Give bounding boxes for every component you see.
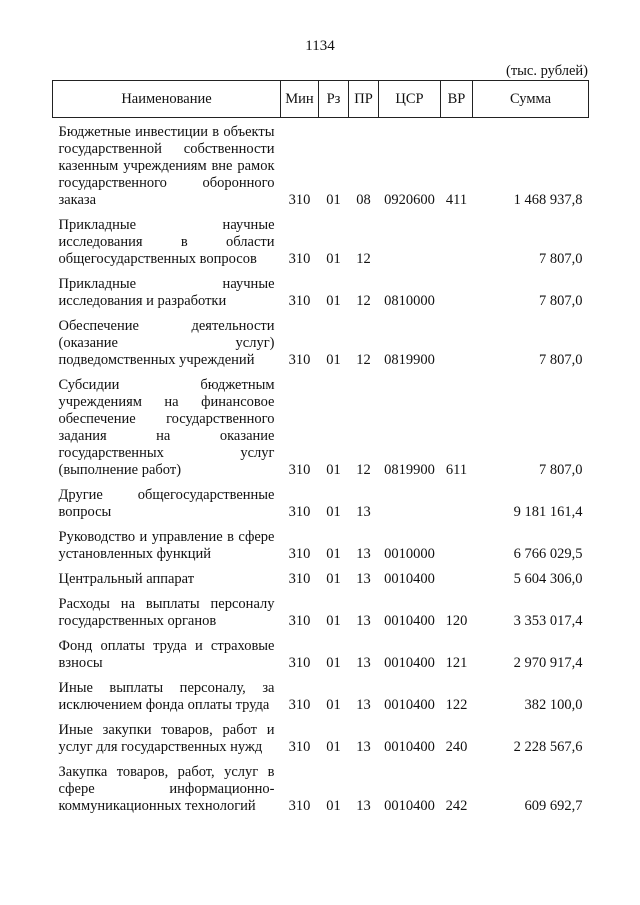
cell-name: Субсидии бюджетным учреждениям на финансовое обеспечение государственного задания на оказание государственных услуг (выполнение работ) bbox=[58, 377, 275, 478]
table-row bbox=[53, 209, 589, 268]
cell-name: Расходы на выплаты персоналу государственных органов bbox=[58, 596, 275, 629]
cell-csr: 0010400 bbox=[384, 571, 435, 587]
cell-sum: 7 807,0 bbox=[539, 251, 583, 267]
table-row bbox=[53, 563, 589, 588]
cell-min: 310 bbox=[288, 352, 311, 368]
cell-vr bbox=[441, 521, 473, 563]
cell-csr: 0819900 bbox=[384, 462, 435, 478]
header-name: Наименование bbox=[53, 81, 281, 118]
cell-sum: 382 100,0 bbox=[524, 697, 583, 713]
cell-csr: 0010400 bbox=[384, 697, 435, 713]
cell-pr: 08 bbox=[356, 192, 371, 208]
cell-min: 310 bbox=[288, 571, 311, 587]
cell-csr: 0920600 bbox=[384, 192, 435, 208]
cell-pr: 12 bbox=[356, 352, 371, 368]
cell-name: Обеспечение деятельности (оказание услуг) подведомственных учреждений bbox=[58, 318, 275, 368]
cell-vr bbox=[441, 310, 473, 369]
table-body bbox=[53, 118, 589, 816]
cell-pr: 13 bbox=[356, 504, 371, 520]
cell-sum: 2 970 917,4 bbox=[513, 655, 583, 671]
cell-sum: 6 766 029,5 bbox=[513, 546, 583, 562]
cell-pr: 13 bbox=[356, 798, 371, 814]
cell-rz: 01 bbox=[326, 655, 341, 671]
table-row bbox=[53, 630, 589, 672]
cell-name: Центральный аппарат bbox=[58, 571, 195, 587]
cell-rz: 01 bbox=[326, 739, 341, 755]
cell-rz: 01 bbox=[326, 546, 341, 562]
table-row bbox=[53, 714, 589, 756]
cell-rz: 01 bbox=[326, 571, 341, 587]
cell-min: 310 bbox=[288, 293, 311, 309]
cell-min: 310 bbox=[288, 613, 311, 629]
cell-name: Прикладные научные исследования и разработки bbox=[58, 276, 275, 309]
cell-pr: 13 bbox=[356, 613, 371, 629]
cell-min: 310 bbox=[288, 697, 311, 713]
cell-sum: 7 807,0 bbox=[539, 352, 583, 368]
cell-rz: 01 bbox=[326, 192, 341, 208]
cell-sum: 609 692,7 bbox=[524, 798, 583, 814]
cell-sum: 7 807,0 bbox=[539, 462, 583, 478]
page-number: 1134 bbox=[305, 38, 335, 54]
cell-vr bbox=[441, 563, 473, 588]
cell-rz: 01 bbox=[326, 352, 341, 368]
cell-sum: 2 228 567,6 bbox=[513, 739, 583, 755]
cell-min: 310 bbox=[288, 504, 311, 520]
cell-csr bbox=[379, 479, 441, 521]
units-note: (тыс. рублей) bbox=[506, 63, 588, 79]
cell-pr: 12 bbox=[356, 462, 371, 478]
table-row bbox=[53, 268, 589, 310]
cell-min: 310 bbox=[288, 739, 311, 755]
table-row bbox=[53, 118, 589, 210]
table-row bbox=[53, 672, 589, 714]
cell-name: Прикладные научные исследования в области общегосударственных вопросов bbox=[58, 217, 275, 267]
cell-csr: 0010400 bbox=[384, 655, 435, 671]
header-min: Мин bbox=[281, 81, 319, 118]
cell-name: Иные выплаты персоналу, за исключением фонда оплаты труда bbox=[58, 680, 275, 713]
header-rz: Рз bbox=[319, 81, 349, 118]
cell-sum: 5 604 306,0 bbox=[513, 571, 583, 587]
table-row bbox=[53, 521, 589, 563]
cell-min: 310 bbox=[288, 546, 311, 562]
cell-vr: 120 bbox=[445, 613, 468, 629]
table-row bbox=[53, 588, 589, 630]
cell-csr: 0010400 bbox=[384, 739, 435, 755]
cell-name: Бюджетные инвестиции в объекты государственной собственности казенным учреждениям вне рамок государственного оборонного заказа bbox=[58, 124, 275, 208]
cell-rz: 01 bbox=[326, 504, 341, 520]
header-vr: ВР bbox=[441, 81, 473, 118]
cell-pr: 12 bbox=[356, 251, 371, 267]
header-pr: ПР bbox=[349, 81, 379, 118]
cell-pr: 13 bbox=[356, 739, 371, 755]
cell-name: Руководство и управление в сфере установленных функций bbox=[58, 529, 275, 562]
table-row bbox=[53, 479, 589, 521]
cell-rz: 01 bbox=[326, 798, 341, 814]
cell-min: 310 bbox=[288, 798, 311, 814]
cell-vr: 242 bbox=[445, 798, 468, 814]
cell-vr bbox=[441, 479, 473, 521]
cell-min: 310 bbox=[288, 192, 311, 208]
header-csr: ЦСР bbox=[379, 81, 441, 118]
cell-csr bbox=[379, 209, 441, 268]
cell-vr: 240 bbox=[445, 739, 468, 755]
cell-vr bbox=[441, 268, 473, 310]
cell-csr: 0010400 bbox=[384, 798, 435, 814]
cell-min: 310 bbox=[288, 251, 311, 267]
cell-vr: 411 bbox=[445, 192, 468, 208]
cell-name: Другие общегосударственные вопросы bbox=[58, 487, 275, 520]
cell-csr: 0010400 bbox=[384, 613, 435, 629]
cell-rz: 01 bbox=[326, 293, 341, 309]
cell-min: 310 bbox=[288, 655, 311, 671]
cell-min: 310 bbox=[288, 462, 311, 478]
cell-vr bbox=[441, 209, 473, 268]
cell-sum: 7 807,0 bbox=[539, 293, 583, 309]
cell-rz: 01 bbox=[326, 697, 341, 713]
cell-pr: 13 bbox=[356, 571, 371, 587]
header-sum: Сумма bbox=[473, 81, 589, 118]
cell-pr: 13 bbox=[356, 546, 371, 562]
cell-csr: 0810000 bbox=[384, 293, 435, 309]
cell-name: Фонд оплаты труда и страховые взносы bbox=[58, 638, 275, 671]
cell-vr: 611 bbox=[445, 462, 468, 478]
cell-csr: 0819900 bbox=[384, 352, 435, 368]
table-header bbox=[53, 81, 589, 118]
cell-pr: 12 bbox=[356, 293, 371, 309]
cell-vr: 121 bbox=[445, 655, 468, 671]
cell-rz: 01 bbox=[326, 251, 341, 267]
budget-table bbox=[52, 80, 589, 815]
cell-vr: 122 bbox=[445, 697, 468, 713]
cell-sum: 1 468 937,8 bbox=[513, 192, 583, 208]
cell-sum: 9 181 161,4 bbox=[513, 504, 583, 520]
cell-rz: 01 bbox=[326, 613, 341, 629]
cell-sum: 3 353 017,4 bbox=[513, 613, 583, 629]
cell-pr: 13 bbox=[356, 655, 371, 671]
cell-pr: 13 bbox=[356, 697, 371, 713]
cell-name: Закупка товаров, работ, услуг в сфере информационно-коммуникационных технологий bbox=[58, 764, 275, 814]
cell-rz: 01 bbox=[326, 462, 341, 478]
cell-csr: 0010000 bbox=[384, 546, 435, 562]
table-row bbox=[53, 756, 589, 815]
cell-name: Иные закупки товаров, работ и услуг для государственных нужд bbox=[58, 722, 275, 755]
table-row bbox=[53, 369, 589, 479]
table-row bbox=[53, 310, 589, 369]
